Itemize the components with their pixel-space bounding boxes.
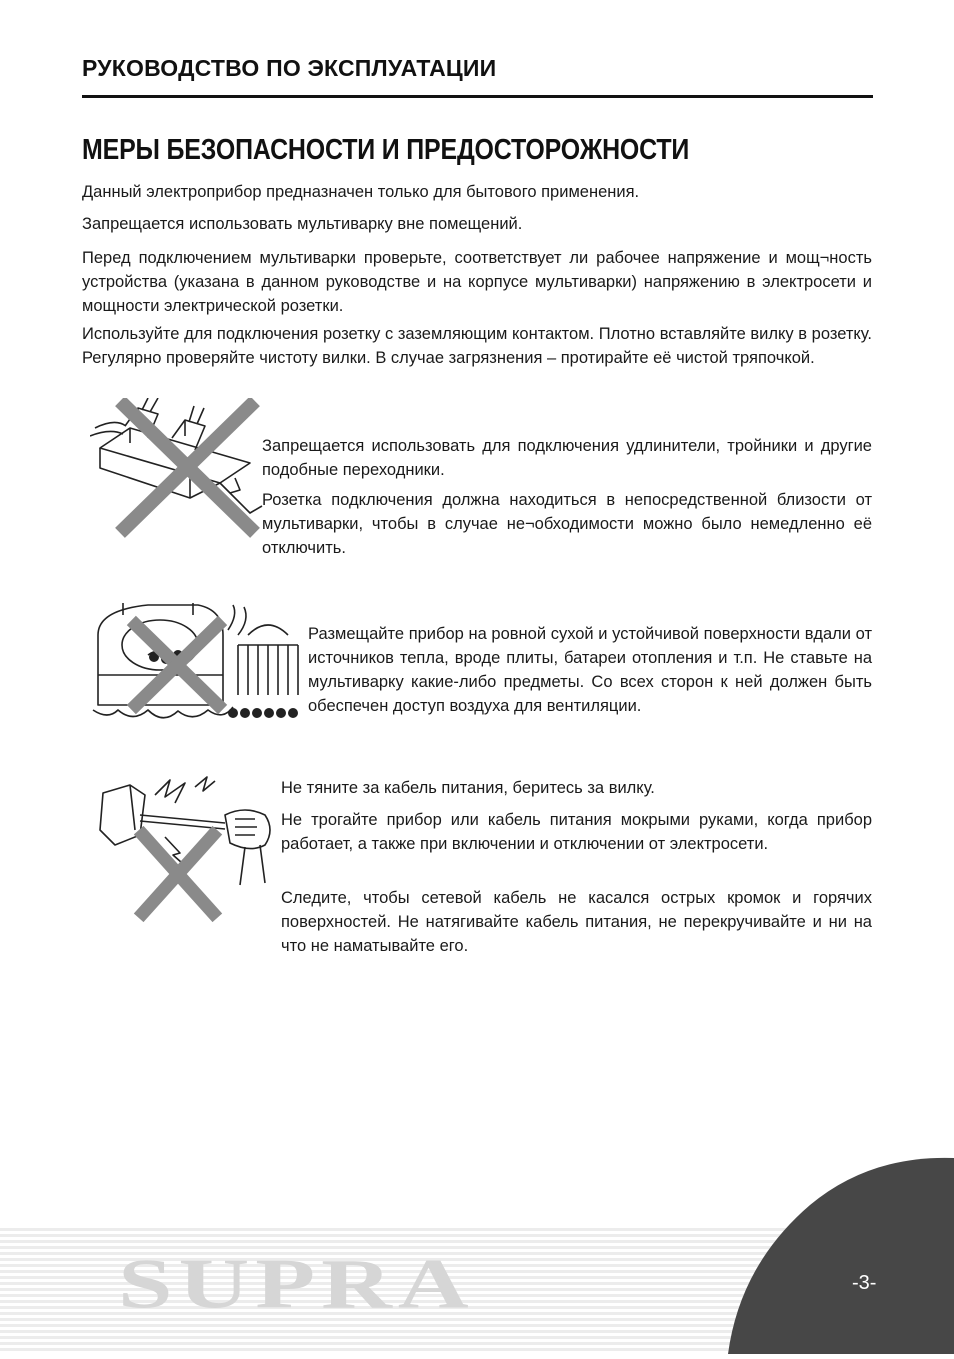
page-number: -3- [852, 1272, 877, 1294]
section-paragraph: Запрещается использовать для подключения удлинители, тройники и другие подобные переходники. [262, 437, 872, 479]
page-title: МЕРЫ БЕЗОПАСНОСТИ И ПРЕДОСТОРОЖНОСТИ [82, 134, 690, 166]
section-paragraph: Следите, чтобы сетевой кабель не касался острых кромок и горячих поверхностей. Не натягивайте кабель питания, не перекручивайте и ни на что не наматывайте его. [281, 889, 872, 955]
crossed-extension-cord-icon [90, 398, 265, 538]
page-corner-shape [700, 1150, 954, 1359]
crossed-pulling-cable-icon [95, 775, 280, 925]
header-title: РУКОВОДСТВО ПО ЭКСПЛУАТАЦИИ [82, 55, 497, 81]
section-paragraph: Не тяните за кабель питания, беритесь за вилку. [281, 779, 655, 797]
crossed-multicooker-near-heater-icon [88, 595, 303, 755]
intro-paragraph: Данный электроприбор предназначен только для бытового применения. [82, 183, 640, 201]
intro-paragraph: Запрещается использовать мультиварку вне помещений. [82, 215, 523, 233]
section-paragraph: Розетка подключения должна находиться в непосредственной близости от мультиварки, чтобы в случае не¬обходимости можно было немедленно её отключить. [262, 491, 872, 557]
brand-watermark: SUPRA [118, 1245, 475, 1324]
section-paragraph: Не трогайте прибор или кабель питания мокрыми руками, когда прибор работает, а также при включении и отключении от электросети. [281, 811, 872, 853]
intro-paragraph: Перед подключением мультиварки проверьте, соответствует ли рабочее напряжение и мощ¬ность устройства (указана в данном руководстве и на корпусе мультиварки) напряжению в электросети и мощности электрической розетки. [82, 249, 872, 315]
header-divider [82, 95, 873, 98]
section-paragraph: Размещайте прибор на ровной сухой и устойчивой поверхности вдали от источников тепла, вроде плиты, батареи отопления и т.п. Не ставьте на мультиварку какие-либо предметы. Со всех сторон к ней должен быть обеспечен доступ воздуха для вентиляции. [308, 625, 872, 715]
intro-paragraph: Используйте для подключения розетку с заземляющим контактом. Плотно вставляйте вилку в розетку. Регулярно проверяйте чистоту вилки. В случае загрязнения – протирайте её чистой тряпочкой. [82, 325, 872, 367]
